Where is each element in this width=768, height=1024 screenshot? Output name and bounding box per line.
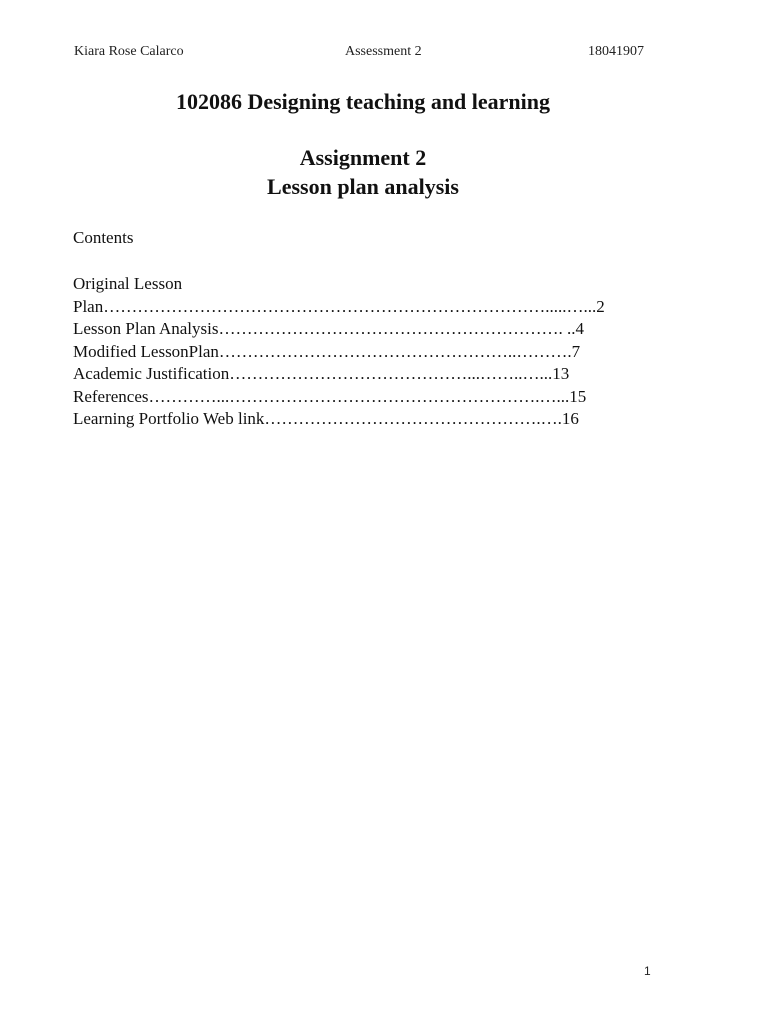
toc-line-learning-portfolio: Learning Portfolio Web link………………………………………….….16 bbox=[73, 409, 579, 428]
course-title: 102086 Designing teaching and learning bbox=[175, 89, 551, 114]
toc-line-lesson-plan-analysis: Lesson Plan Analysis……………………………………………………. ..4 bbox=[73, 319, 584, 338]
toc-line-plan: Plan…………………………………………………………………….....…...2 bbox=[73, 296, 605, 316]
assignment-subtitle: Lesson plan analysis bbox=[267, 174, 459, 199]
toc-line-references: References…………...……………………………………………….…...15 bbox=[73, 386, 587, 406]
toc-line-modified-lesson-plan: Modified LessonPlan……………………………………………..……….7 bbox=[73, 341, 581, 361]
header-author: Kiara Rose Calarco bbox=[74, 44, 184, 59]
contents-heading: Contents bbox=[73, 228, 134, 247]
header-student-id: 18041907 bbox=[588, 44, 644, 59]
table-of-contents bbox=[73, 273, 673, 431]
toc-line-academic-justification: Academic Justification……………………………………...……..…...13 bbox=[73, 364, 570, 383]
assignment-title: Assignment 2 bbox=[299, 145, 427, 170]
header-assessment: Assessment 2 bbox=[345, 44, 422, 59]
toc-line-original-lesson: Original Lesson bbox=[73, 274, 183, 293]
page-number: 1 bbox=[644, 964, 651, 978]
